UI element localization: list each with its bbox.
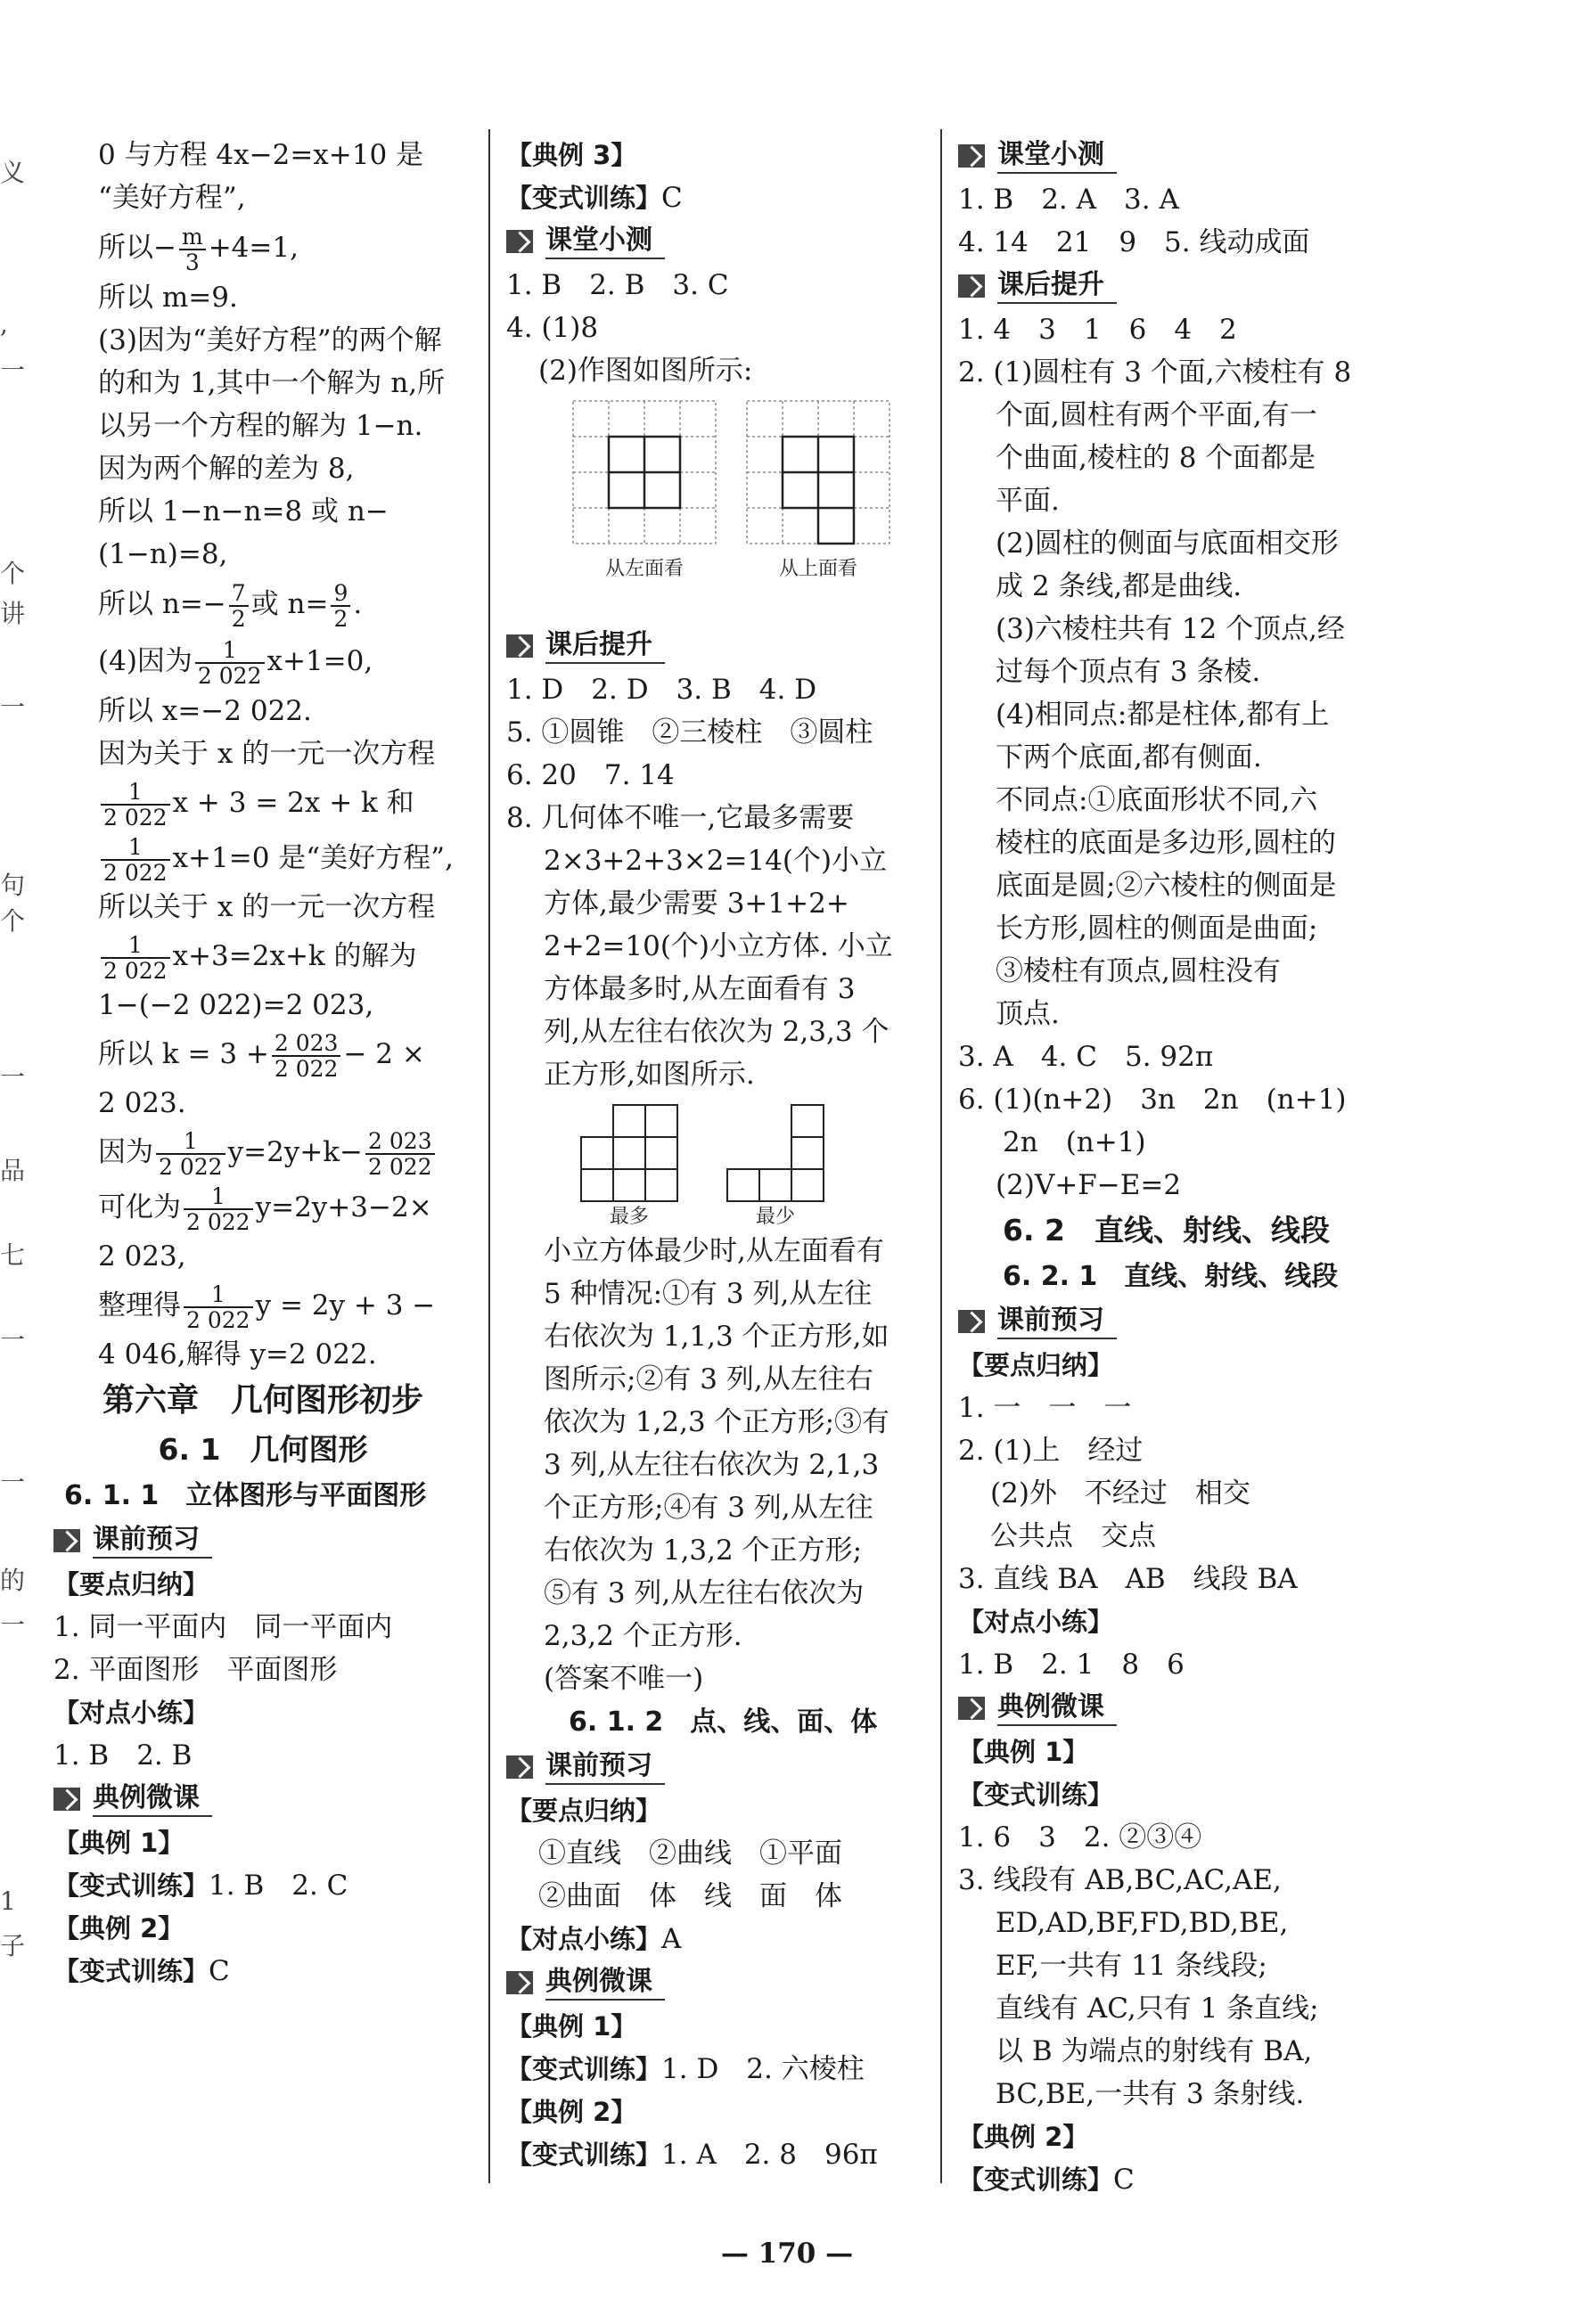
square <box>613 1169 645 1201</box>
text: − 2 × <box>343 1038 425 1070</box>
bracket-label: 【典例 1】 <box>958 1737 1089 1767</box>
bracket-label: 【变式训练】 <box>53 1956 209 1986</box>
cube-count-figure <box>506 1096 930 1230</box>
numerator: 1 <box>184 1282 253 1308</box>
answer-line <box>506 176 930 219</box>
numerator: 2 023 <box>365 1129 435 1155</box>
edge-glyph: 品 <box>0 1156 26 1185</box>
bracket-label: 【典例 2】 <box>506 2097 637 2127</box>
answer-line: 8. 几何体不唯一,它最多需要 <box>506 802 855 834</box>
answer-line: 右依次为 1,1,3 个正方形,如 <box>544 1321 889 1353</box>
text: y=2y+3−2× <box>255 1191 432 1223</box>
bracket-label: 【对点小练】 <box>958 1607 1114 1637</box>
answer-line: (2)V+F−E=2 <box>996 1169 1182 1201</box>
edge-glyph: 一 <box>0 1468 26 1497</box>
math-line <box>98 576 472 633</box>
text: x + 3 = 2x + k 和 <box>172 787 414 819</box>
square <box>613 1137 645 1169</box>
answer-line: ①直线 ②曲线 ①平面 <box>538 1837 842 1870</box>
answer-line: ED,AD,BF,FD,BD,BE, <box>996 1907 1289 1939</box>
edge-glyph: 的 <box>0 1566 26 1595</box>
denominator: 2 022 <box>186 1306 250 1333</box>
section-label: 课前预习 <box>997 1304 1117 1339</box>
text: 所以− <box>98 232 176 264</box>
subsection-title: 6. 1. 2 点、线、面、体 <box>569 1706 878 1738</box>
answer-line: 2+2=10(个)小立方体. 小立 <box>544 930 893 962</box>
grid-views-figure <box>506 392 930 624</box>
numerator: 1 <box>101 835 170 861</box>
bracket-label: 【对点小练】 <box>53 1698 209 1728</box>
answer-line: BC,BE,一共有 3 条射线. <box>996 2078 1305 2110</box>
text: 所以 k = 3 + <box>98 1038 269 1070</box>
bracket-label: 【典例 1】 <box>506 2011 637 2042</box>
answer-line: 正方形,如图所示. <box>544 1059 755 1091</box>
section-header-micro <box>506 1960 930 2005</box>
section-label: 课前预习 <box>545 1749 665 1785</box>
answer-line: 直线有 AC,只有 1 条直线; <box>996 1993 1319 2025</box>
fraction <box>101 835 170 885</box>
page-number: — 170 — <box>720 2238 854 2270</box>
answer-line: 底面是圆;②六棱柱的侧面是 <box>996 870 1337 902</box>
answer-text: C <box>661 182 683 214</box>
answer-line: (3)六棱柱共有 12 个顶点,经 <box>996 613 1345 645</box>
answer-line: 1. 同一平面内 同一平面内 <box>53 1611 393 1643</box>
answer-line: 1. B 2. B <box>53 1739 193 1772</box>
text-line: 因为两个解的差为 8, <box>98 453 355 485</box>
square <box>613 1105 645 1137</box>
text-line: 1−(−2 022)=2 023, <box>98 989 374 1021</box>
answer-line: ⑤有 3 列,从左往右依次为 <box>544 1577 865 1609</box>
text: . <box>353 588 363 620</box>
edge-glyph: 一 <box>0 1062 26 1092</box>
section-header-quiz <box>506 219 930 264</box>
square <box>727 1169 759 1201</box>
section-header-after <box>958 264 1386 308</box>
answer-line: EF,一共有 11 条线段; <box>996 1950 1267 1982</box>
fraction <box>179 225 206 274</box>
column-3 <box>958 134 1386 2201</box>
figure-caption: 从上面看 <box>778 558 858 580</box>
math-line <box>98 1278 472 1333</box>
answer-line: (2)外 不经过 相交 <box>990 1477 1250 1510</box>
text-line: 的和为 1,其中一个解为 n,所 <box>98 367 446 399</box>
answer-line: 长方形,圆柱的侧面是曲面; <box>996 912 1318 945</box>
text-line: (1−n)=8, <box>98 538 228 570</box>
fraction <box>365 1129 435 1179</box>
fraction <box>101 933 170 983</box>
denominator: 2 022 <box>186 1208 250 1235</box>
section-header-preview <box>958 1299 1386 1344</box>
section-label: 典例微课 <box>545 1965 665 2001</box>
view-shape <box>783 437 854 544</box>
grid-left-view <box>573 401 716 544</box>
fraction <box>101 780 170 830</box>
text: 因为 <box>98 1136 153 1168</box>
column-divider <box>940 129 942 2183</box>
numerator: 1 <box>156 1129 225 1155</box>
answer-line: 4. 14 21 9 5. 线动成面 <box>958 226 1310 258</box>
answer-line: 1. 6 3 2. ②③④ <box>958 1821 1202 1853</box>
checkmark-icon <box>958 1310 985 1333</box>
edge-glyph: 子 <box>0 1931 26 1960</box>
answer-text: C <box>209 1955 230 1987</box>
checkmark-icon <box>506 230 533 253</box>
text: x+1=0, <box>266 645 373 677</box>
square <box>645 1137 677 1169</box>
denominator: 2 022 <box>103 957 168 984</box>
answer-text: 1. B 2. C <box>209 1870 348 1902</box>
bracket-label: 【变式训练】 <box>506 2140 662 2170</box>
text-line: 所以关于 x 的一元一次方程 <box>98 891 436 923</box>
answer-line <box>506 2048 930 2091</box>
answer-line: 个面,圆柱有两个平面,有一 <box>996 399 1317 431</box>
answer-line: 依次为 1,2,3 个正方形;③有 <box>544 1406 890 1438</box>
answer-text: A <box>661 1923 682 1955</box>
answer-text: 1. D 2. 六棱柱 <box>661 2053 865 2085</box>
square <box>581 1137 613 1169</box>
section-header-quiz <box>958 134 1386 178</box>
square <box>645 1169 677 1201</box>
section-title: 6. 1 几何图形 <box>158 1432 368 1467</box>
text-line: 2 023. <box>98 1087 186 1119</box>
text-line: 0 与方程 4x−2=x+10 是 <box>98 139 424 171</box>
answer-line: 1. B 2. 1 8 6 <box>958 1649 1185 1681</box>
checkmark-icon <box>53 1788 80 1811</box>
answer-line: 过每个顶点有 3 条棱. <box>996 656 1261 688</box>
bracket-label: 【典例 2】 <box>53 1913 184 1943</box>
answer-line: 个曲面,棱柱的 8 个面都是 <box>996 442 1316 474</box>
numerator: 2 023 <box>272 1031 341 1057</box>
fraction <box>195 638 265 688</box>
section-label: 课前预习 <box>93 1523 212 1559</box>
answer-line: 3. 直线 BA AB 线段 BA <box>958 1563 1298 1595</box>
text: y=2y+k− <box>227 1136 364 1168</box>
fraction <box>184 1282 253 1332</box>
bracket-label: 【要点归纳】 <box>506 1796 662 1826</box>
section-label: 课堂小测 <box>997 138 1117 174</box>
square <box>791 1137 824 1169</box>
section-label: 典例微课 <box>93 1781 212 1817</box>
fraction <box>184 1184 253 1234</box>
answer-line <box>958 2158 1386 2201</box>
edge-glyph: 讲 <box>0 599 26 628</box>
denominator: 2 022 <box>103 804 168 831</box>
solution-continued <box>53 134 472 1376</box>
bracket-label: 【变式训练】 <box>506 183 662 213</box>
checkmark-icon <box>506 634 533 658</box>
answer-line: 3 列,从左往右依次为 2,1,3 <box>544 1449 880 1481</box>
bracket-label: 【典例 1】 <box>53 1828 184 1858</box>
answer-line: (4)相同点:都是柱体,都有上 <box>996 699 1330 731</box>
answer-line: 1. 一 一 一 <box>958 1392 1132 1424</box>
section-label: 课堂小测 <box>545 224 665 259</box>
answer-line: 公共点 交点 <box>990 1520 1156 1552</box>
text: +4=1, <box>208 232 299 264</box>
edge-glyph: 句 <box>0 871 26 900</box>
answer-line: 6. 20 7. 14 <box>506 759 675 791</box>
answer-line: 成 2 条线,都是曲线. <box>996 570 1242 602</box>
answer-line: 1. 4 3 1 6 4 2 <box>958 314 1237 346</box>
answer-line: 4. (1)8 <box>506 312 599 344</box>
section-header-preview <box>506 1745 930 1789</box>
square <box>791 1105 824 1137</box>
checkmark-icon <box>506 1971 533 1994</box>
answer-line: (2)圆柱的侧面与底面相交形 <box>996 528 1339 560</box>
checkmark-icon <box>53 1529 80 1552</box>
denominator: 2 022 <box>274 1055 339 1082</box>
answer-line: 右依次为 1,3,2 个正方形; <box>544 1534 863 1567</box>
text-line: (3)因为“美好方程”的两个解 <box>98 324 442 356</box>
square <box>759 1169 791 1201</box>
text-line: 所以 x=−2 022. <box>98 695 312 727</box>
bracket-label: 【要点归纳】 <box>958 1350 1114 1380</box>
answer-line <box>53 1864 472 1907</box>
answer-line: 下两个底面,都有侧面. <box>996 741 1262 773</box>
checkmark-icon <box>506 1755 533 1779</box>
math-line <box>98 1125 472 1180</box>
edge-glyph: , <box>0 309 8 339</box>
edge-glyph: 一 <box>0 1610 26 1640</box>
square <box>791 1169 824 1201</box>
text-line: 所以 1−n−n=8 或 n− <box>98 495 389 528</box>
math-line <box>98 929 472 984</box>
text-line: 所以 m=9. <box>98 282 238 314</box>
answer-line: 6. (1)(n+2) 3n 2n (n+1) <box>958 1084 1347 1116</box>
answer-line: 1. D 2. D 3. B 4. D <box>506 674 817 706</box>
numerator: 1 <box>195 638 265 664</box>
fraction <box>156 1129 225 1179</box>
answer-line: 方体,最少需要 3+1+2+ <box>544 888 849 920</box>
text: y = 2y + 3 − <box>255 1289 436 1322</box>
text-line: 4 046,解得 y=2 022. <box>98 1338 377 1371</box>
subsection-title: 6. 2. 1 直线、射线、线段 <box>1003 1261 1339 1292</box>
math-line <box>98 831 472 886</box>
column-2 <box>506 134 930 2176</box>
text-line: 因为关于 x 的一元一次方程 <box>98 738 436 770</box>
answer-line: 1. B 2. A 3. A <box>958 184 1179 216</box>
denominator: 2 022 <box>159 1153 223 1180</box>
answer-line: ②曲面 体 线 面 体 <box>538 1880 842 1912</box>
edge-glyph: 一 <box>0 356 26 385</box>
answer-line: 顶点. <box>996 998 1060 1030</box>
bracket-label: 【变式训练】 <box>53 1870 209 1901</box>
bracket-label: 【变式训练】 <box>506 2054 662 2084</box>
answer-line: 2,3,2 个正方形. <box>544 1620 742 1652</box>
math-line <box>98 1027 472 1082</box>
least-shape <box>727 1105 824 1201</box>
answer-line: 2n (n+1) <box>1003 1126 1146 1158</box>
column-1 <box>53 134 472 1993</box>
numerator: 1 <box>101 933 170 959</box>
answer-line: 个正方形;④有 3 列,从左往 <box>544 1492 873 1524</box>
bracket-label: 【典例 2】 <box>958 2122 1089 2152</box>
square <box>581 1169 613 1201</box>
section-label: 课后提升 <box>545 628 665 664</box>
checkmark-icon <box>958 144 985 168</box>
grid-top-view <box>747 401 889 544</box>
numerator: 1 <box>184 1184 253 1210</box>
text: x+3=2x+k 的解为 <box>172 940 417 972</box>
answer-line: 小立方体最少时,从左面看有 <box>544 1235 884 1267</box>
text: x+1=0 是“美好方程”, <box>172 842 454 874</box>
answer-line: (2)作图如图所示: <box>538 355 753 387</box>
most-shape <box>581 1105 677 1201</box>
edge-glyph: 义 <box>0 158 26 187</box>
answer-line: 2. 平面图形 平面图形 <box>53 1654 338 1686</box>
text-line: “美好方程”, <box>98 182 246 214</box>
checkmark-icon <box>958 274 985 298</box>
fraction <box>272 1031 341 1081</box>
checkmark-icon <box>958 1697 985 1720</box>
text-line: 以另一个方程的解为 1−n. <box>98 410 423 442</box>
answer-text: 1. A 2. 8 96π <box>661 2139 878 2171</box>
answer-line: 棱柱的底面是多边形,圆柱的 <box>996 827 1336 859</box>
text: (4)因为 <box>98 645 193 677</box>
answer-line: ③棱柱有顶点,圆柱没有 <box>996 955 1281 987</box>
section-header-micro <box>958 1686 1386 1731</box>
section-header-preview <box>53 1518 472 1563</box>
answer-line <box>506 2133 930 2176</box>
bracket-label: 【对点小练】 <box>506 1924 662 1954</box>
square <box>645 1105 677 1137</box>
answer-line: 2×3+2+3×2=14(个)小立 <box>544 845 888 877</box>
answer-line: 2. (1)上 经过 <box>958 1435 1144 1467</box>
answer-line: 方体最多时,从左面看有 3 <box>544 973 856 1005</box>
text: 整理得 <box>98 1289 181 1322</box>
numerator: 7 <box>229 581 249 607</box>
answer-line: 2. (1)圆柱有 3 个面,六棱柱有 8 <box>958 356 1352 389</box>
edge-glyph: 一 <box>0 692 26 722</box>
math-line <box>98 1180 472 1235</box>
section-header-micro <box>53 1777 472 1821</box>
denominator: 3 <box>184 249 200 275</box>
bracket-label: 【要点归纳】 <box>53 1569 209 1600</box>
edge-glyph: 1 <box>0 1886 16 1916</box>
section-title: 6. 2 直线、射线、线段 <box>1003 1213 1330 1248</box>
answer-line: 3. A 4. C 5. 92π <box>958 1041 1214 1073</box>
fraction <box>229 581 249 631</box>
denominator: 2 <box>231 605 246 632</box>
answer-text: C <box>1113 2164 1135 2196</box>
answer-line: (答案不唯一) <box>544 1663 704 1695</box>
numerator: 9 <box>331 581 350 607</box>
math-line <box>98 775 472 831</box>
answer-line: 列,从左往右依次为 2,3,3 个 <box>544 1016 889 1048</box>
answer-line <box>506 1918 930 1960</box>
answer-line: 1. B 2. B 3. C <box>506 269 729 301</box>
edge-glyph: 一 <box>0 1325 26 1354</box>
denominator: 2 022 <box>368 1153 432 1180</box>
text: 所以 n=− <box>98 588 226 620</box>
fraction <box>331 581 350 631</box>
section-label: 典例微课 <box>997 1690 1117 1726</box>
answer-line: 3. 线段有 AB,BC,AC,AE, <box>958 1864 1282 1896</box>
subsection-title: 6. 1. 1 立体图形与平面图形 <box>64 1480 427 1511</box>
text-line: 2 023, <box>98 1240 186 1272</box>
figure-caption: 最多 <box>609 1206 650 1228</box>
answer-line <box>53 1950 472 1993</box>
section-label: 课后提升 <box>997 268 1117 304</box>
math-line <box>98 633 472 690</box>
figure-caption: 最少 <box>755 1206 796 1228</box>
bracket-label: 【典例 3】 <box>506 140 637 170</box>
edge-glyph: 个 <box>0 906 26 936</box>
edge-glyph: 七 <box>0 1240 26 1270</box>
text: 或 n= <box>250 588 329 620</box>
answer-line: 平面. <box>996 485 1060 517</box>
math-line <box>98 219 472 276</box>
denominator: 2 022 <box>103 859 168 886</box>
answer-line: 5 种情况:①有 3 列,从左往 <box>544 1278 873 1310</box>
chapter-title: 第六章 几何图形初步 <box>102 1382 423 1419</box>
answer-line: 5. ①圆锥 ②三棱柱 ③圆柱 <box>506 716 873 749</box>
figure-caption: 从左面看 <box>604 558 685 580</box>
denominator: 2 022 <box>197 662 262 689</box>
view-shape <box>609 437 680 508</box>
numerator: 1 <box>101 780 170 806</box>
numerator: m <box>179 225 206 250</box>
edge-glyph: 个 <box>0 559 26 588</box>
section-header-after <box>506 624 930 668</box>
bracket-label: 【变式训练】 <box>958 2164 1114 2195</box>
bracket-label: 【变式训练】 <box>958 1780 1114 1810</box>
column-divider <box>488 129 490 2183</box>
denominator: 2 <box>333 605 348 632</box>
text: 可化为 <box>98 1191 181 1223</box>
answer-line: 图所示;②有 3 列,从左往右 <box>544 1363 873 1395</box>
answer-line: 不同点:①底面形状不同,六 <box>996 784 1318 816</box>
answer-line: 以 B 为端点的射线有 BA, <box>996 2035 1313 2067</box>
